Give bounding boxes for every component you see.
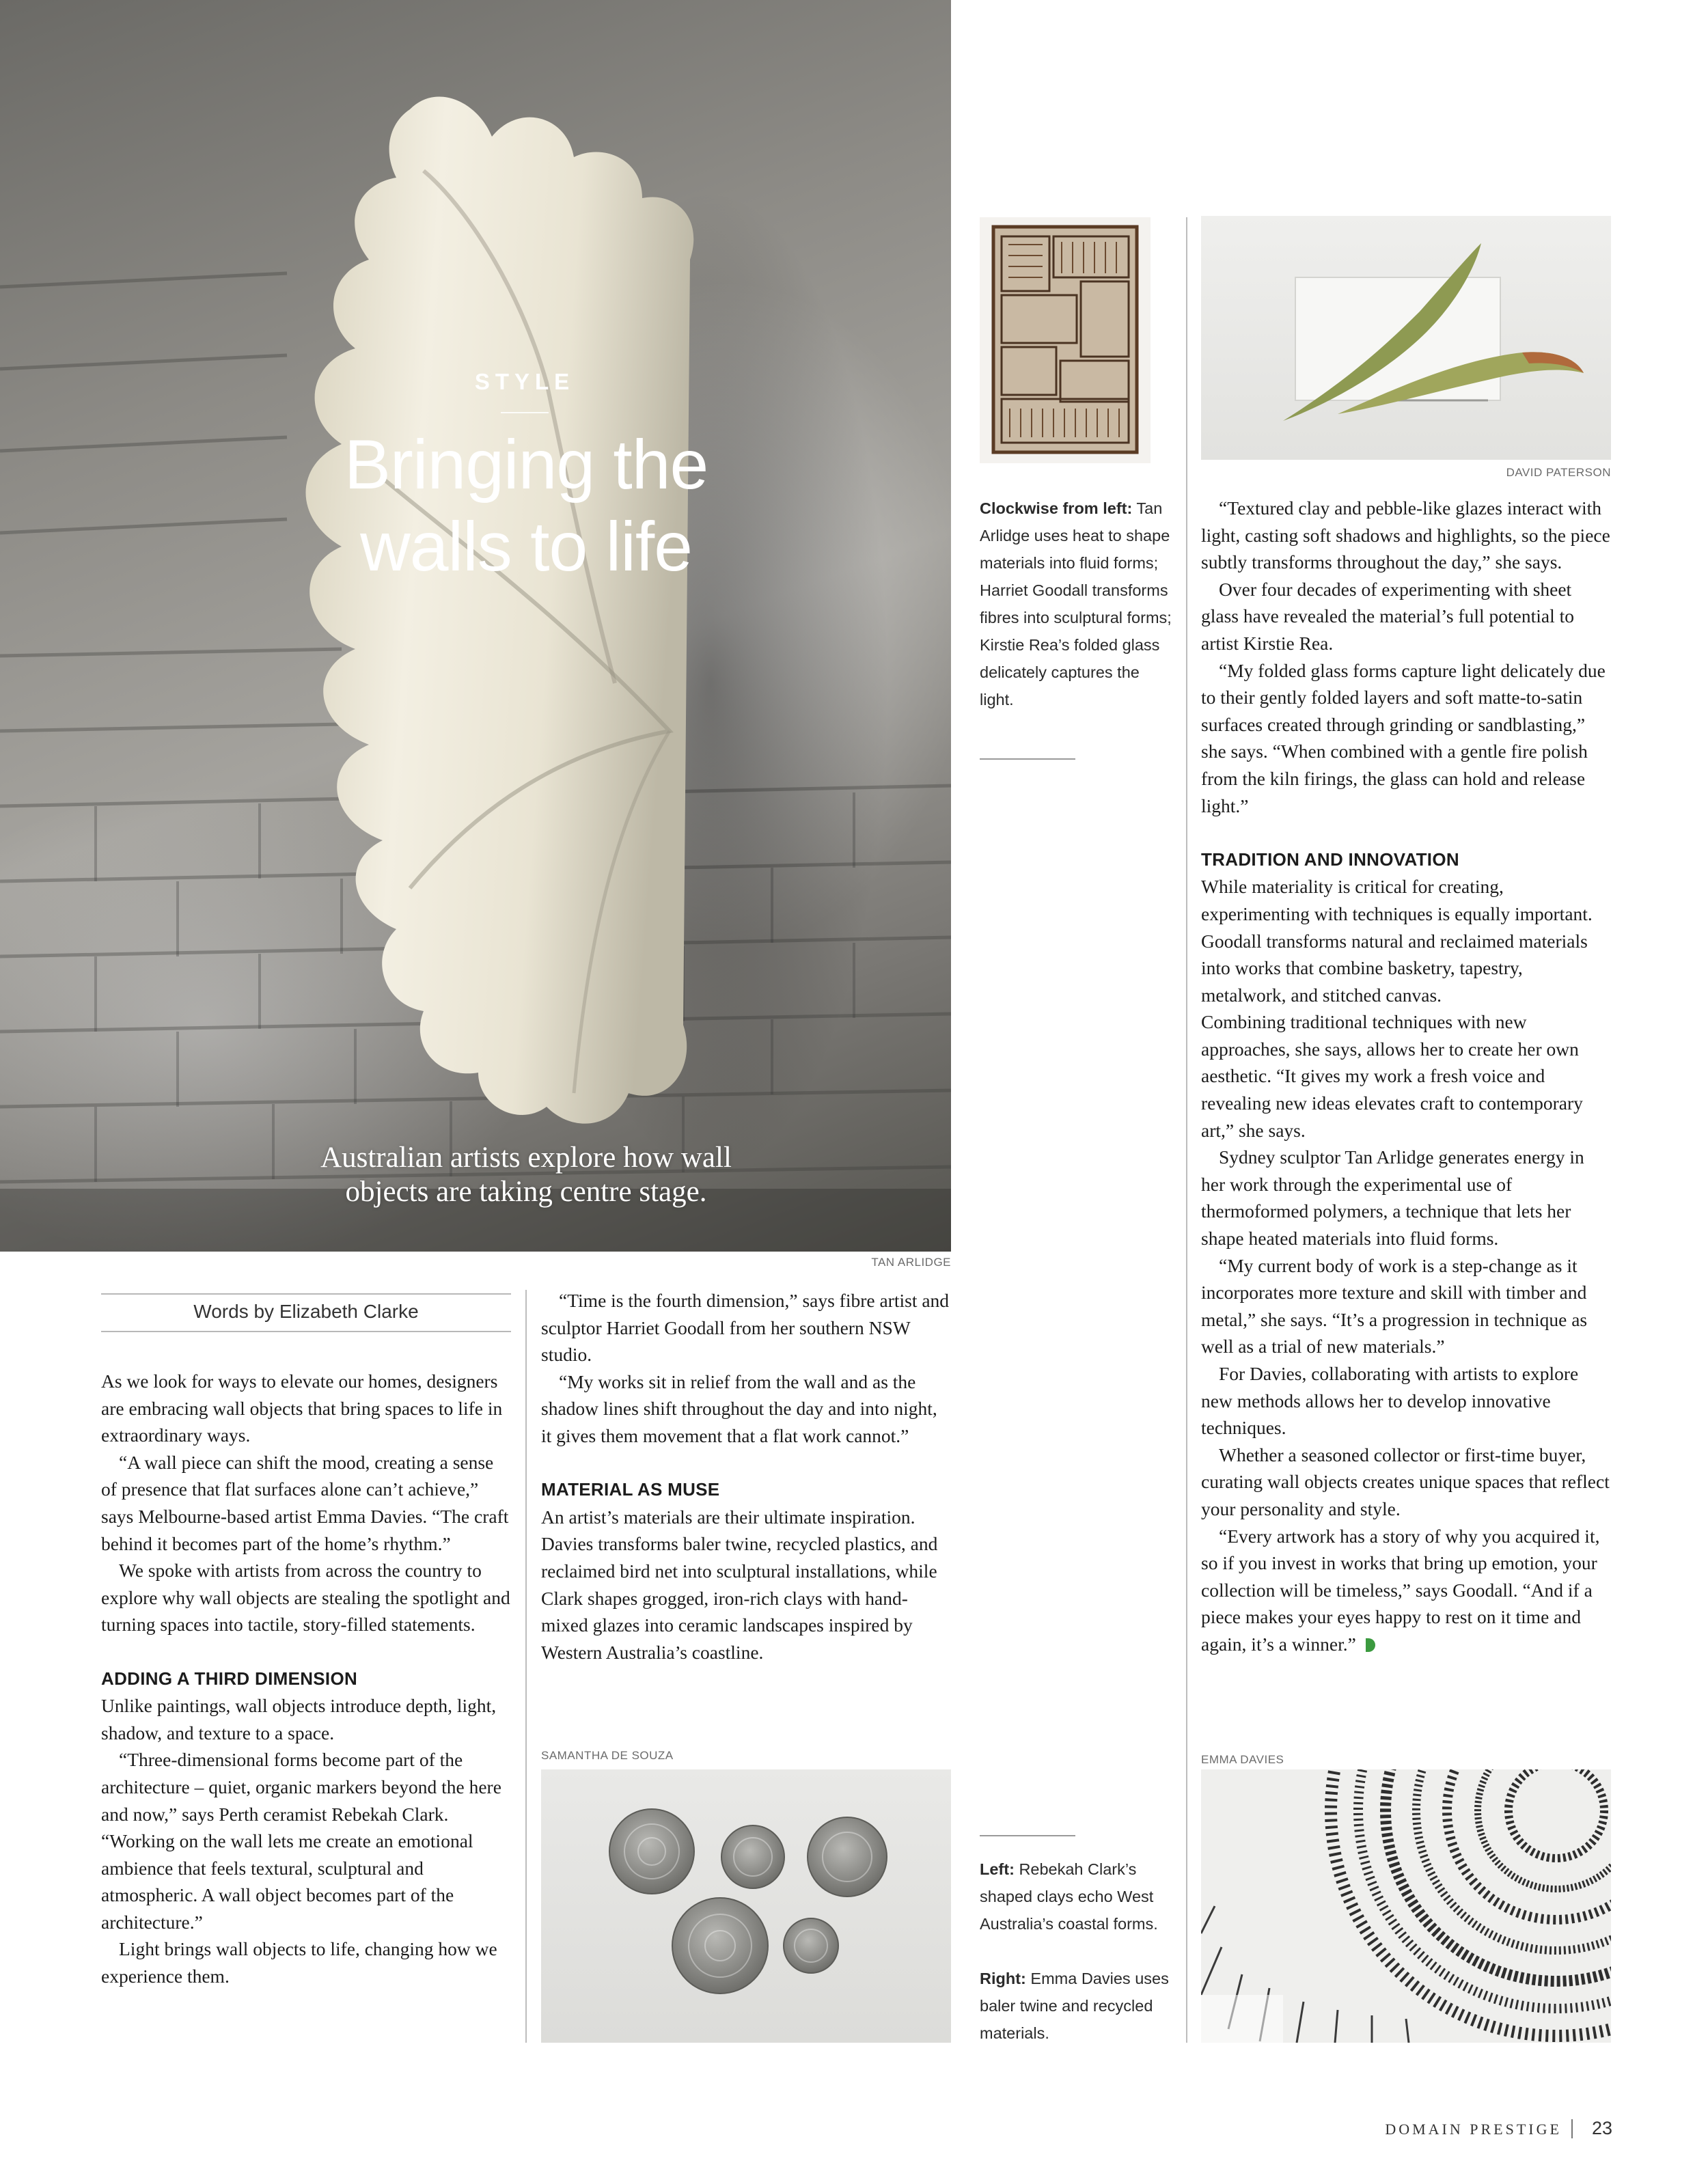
- paragraph: As we look for ways to elevate our homes, designers are embracing wall objects that bring spaces to life in extraordinary ways.: [101, 1370, 503, 1446]
- subheading-material-as-muse: MATERIAL AS MUSE: [541, 1479, 720, 1500]
- photo-davies-twine-work: [1201, 1769, 1611, 2043]
- body-column-4: [1201, 495, 1611, 1658]
- standfirst: [253, 1141, 799, 1209]
- kicker-rule: [501, 412, 549, 413]
- caption-left-text: Rebekah Clark’s shaped clays echo West Australia’s coastal forms.: [980, 1860, 1158, 1933]
- paragraph: Over four decades of experimenting with sheet glass have revealed the material’s full potential to artist Kirstie Rea.: [1201, 578, 1574, 654]
- paragraph: “A wall piece can shift the mood, creating a sense of presence that flat surfaces alone can’t achieve,” says Melbourne-based artist Emma Davies. “The craft behind it becomes part of the home’s rhythm.”: [101, 1451, 509, 1554]
- column-divider-2: [1186, 217, 1187, 2043]
- column-divider-1: [525, 1290, 527, 2043]
- page-number: 23: [1591, 2118, 1612, 2138]
- headline-line-1: Bringing the: [344, 426, 708, 504]
- caption-right-lead: Right:: [980, 1970, 1026, 1987]
- byline-rule-bottom: [101, 1331, 511, 1332]
- caption-text: Tan Arlidge uses heat to shape materials into fluid forms; Harriet Goodall transforms fibres into sculptural forms; Kirstie Rea’s folded glass delicately captures the light.: [980, 499, 1172, 708]
- standfirst-line-2: objects are taking centre stage.: [345, 1176, 707, 1208]
- caption-rule-top: [980, 758, 1075, 760]
- spacer: [541, 1450, 951, 1477]
- paragraph: Combining traditional techniques with new approaches, she says, allows her to create her own aesthetic. “It gives my work a fresh voice and revealing new ideas elevates craft to contemporary art,” she says.: [1201, 1011, 1583, 1141]
- section-kicker: STYLE: [474, 369, 575, 394]
- paragraph: Light brings wall objects to life, changing how we experience them.: [101, 1938, 497, 1987]
- paragraph: An artist’s materials are their ultimate inspiration. Davies transforms baler twine, recycled plastics, and reclaimed bird net into sculptural installations, while Clark shapes grogged, iron-rich clays with hand-mixed glazes into ceramic landscapes inspired by Western Australia’s coastline.: [541, 1506, 938, 1663]
- subheading-third-dimension: ADDING A THIRD DIMENSION: [101, 1668, 358, 1689]
- photo-rea-folded-glass: [1201, 216, 1611, 460]
- hero-text-layer: [0, 0, 951, 1252]
- standfirst-line-1: Australian artists explore how wall: [320, 1142, 732, 1174]
- paragraph: Whether a seasoned collector or first-time buyer, curating wall objects creates unique spaces that reflect your personality and style.: [1201, 1444, 1610, 1519]
- fibre-work-illustration: [980, 217, 1151, 463]
- spacer: [101, 1638, 512, 1666]
- paragraph: For Davies, collaborating with artists to explore new methods allows her to develop innovative techniques.: [1201, 1363, 1579, 1439]
- byline-rule-top: [101, 1293, 511, 1295]
- page-footer: [1298, 2118, 1612, 2139]
- photo-ceramic-discs: [541, 1769, 951, 2043]
- paragraph: Unlike paintings, wall objects introduce depth, light, shadow, and texture to a space.: [101, 1695, 497, 1743]
- paragraph: “Time is the fourth dimension,” says fibre artist and sculptor Harriet Goodall from her southern NSW studio.: [541, 1290, 950, 1366]
- paragraph: “Textured clay and pebble-like glazes interact with light, casting soft shadows and highlights, so the piece subtly transforms throughout the day,” she says.: [1201, 497, 1610, 573]
- body-column-2: [541, 1287, 951, 1666]
- paragraph: “My works sit in relief from the wall and as the shadow lines shift throughout the day and into night, it gives them movement that a flat work cannot.”: [541, 1370, 937, 1446]
- spacer: [980, 1938, 1175, 1965]
- folded-glass-illustration: [1201, 216, 1611, 460]
- caption-rule-bottom: [980, 1835, 1075, 1836]
- paragraph: “My folded glass forms capture light delicately due to their gently folded layers and soft matte-to-satin surfaces created through grinding or sandblasting,” she says. “When combined with a gentle fire polish from the kiln firings, the glass can hold and release light.”: [1201, 659, 1606, 816]
- twine-work-illustration: [1201, 1769, 1611, 2043]
- byline: Words by Elizabeth Clarke: [193, 1301, 419, 1322]
- paragraph: We spoke with artists from across the country to explore why wall objects are stealing the spotlight and turning spaces into tactile, story-filled statements.: [101, 1560, 510, 1636]
- paragraph: “My current body of work is a step-change as it incorporates more texture and skill with timber and metal,” she says. “It’s a progression in technique as well as a trial of new materials.”: [1201, 1254, 1588, 1357]
- caption-right-text: Emma Davies uses baler twine and recycled materials.: [980, 1970, 1169, 2042]
- spacer: [1201, 819, 1611, 846]
- paragraph-final: “Every artwork has a story of why you acquired it, so if you invest in works that bring up emotion, your collection will be timeless,” says Goodall. “And if a piece makes your eyes happy to rest on it time and again, it’s a winner.”: [1201, 1525, 1600, 1655]
- headline-line-2: walls to life: [360, 508, 692, 585]
- caption-left-right: [980, 1856, 1175, 2047]
- photo-credit-paterson: DAVID PATERSON: [1506, 466, 1611, 479]
- body-column-1: [101, 1368, 512, 1990]
- ceramic-discs-illustration: [541, 1769, 951, 2043]
- subheading-tradition-innovation: TRADITION AND INNOVATION: [1201, 849, 1459, 870]
- paragraph: While materiality is critical for creating, experimenting with techniques is equally important. Goodall transforms natural and reclaimed materials into works that combine basketry, tapestry, metalwork, and stitched canvas.: [1201, 876, 1593, 1006]
- caption-lead: Clockwise from left:: [980, 499, 1133, 517]
- photo-goodall-fibre-work: [980, 217, 1151, 463]
- paragraph: Sydney sculptor Tan Arlidge generates energy in her work through the experimental use of thermoformed polymers, a technique that lets her shape heated materials into fluid forms.: [1201, 1146, 1584, 1250]
- caption-clockwise: [980, 495, 1175, 713]
- paragraph: “Three-dimensional forms become part of the architecture – quiet, organic markers beyond the here and now,” says Perth ceramist Rebekah Clark. “Working on the wall lets me create an emotional ambience that feels textural, sculptural and atmospheric. A wall object becomes part of the architecture.”: [101, 1749, 501, 1933]
- caption-left-lead: Left:: [980, 1860, 1015, 1878]
- hero-photo-sculpture: [0, 0, 951, 1252]
- hero-photo-credit: TAN ARLIDGE: [871, 1256, 951, 1269]
- headline: [287, 424, 765, 588]
- end-of-article-icon: [1366, 1638, 1375, 1652]
- photo-credit-clark: SAMANTHA DE SOUZA: [541, 1749, 674, 1762]
- publication-name: DOMAIN PRESTIGE: [1385, 2121, 1562, 2138]
- photo-credit-davies: EMMA DAVIES: [1201, 1753, 1284, 1766]
- footer-divider: [1571, 2119, 1573, 2138]
